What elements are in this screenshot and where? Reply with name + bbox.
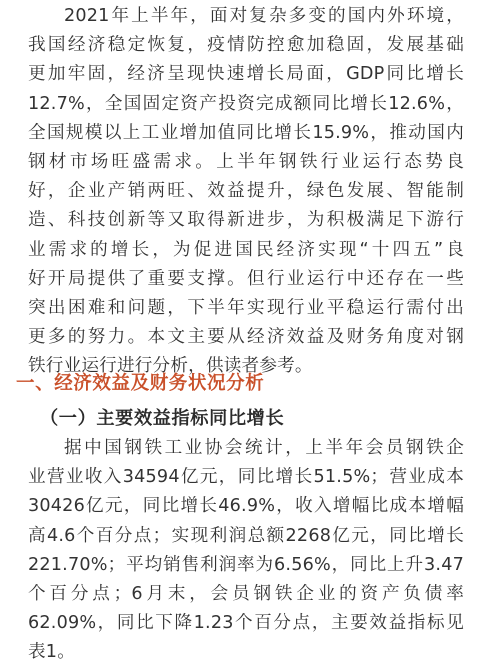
paragraph-line: 个百分点；6月末，会员钢铁企业的资产负债率 [28, 583, 464, 604]
subsection-heading: （一）主要效益指标同比增长 [40, 408, 285, 429]
statistics-paragraph [28, 434, 464, 668]
paragraph-line: 全国规模以上工业增加值同比增长15.9%，推动国内 [28, 122, 464, 143]
paragraph-line: 表1。 [28, 642, 75, 663]
paragraph-line: 62.09%，同比下降1.23个百分点，主要效益指标见 [28, 613, 464, 634]
paragraph-line: 12.7%，全国固定资产投资完成额同比增长12.6%， [28, 93, 464, 114]
paragraph-line: 钢材市场旺盛需求。上半年钢铁行业运行态势良 [28, 151, 464, 172]
paragraph-line: 造、科技创新等又取得新进步，为积极满足下游行 [28, 210, 464, 231]
paragraph-line: 高4.6个百分点；实现利润总额2268亿元，同比增长 [28, 525, 464, 546]
paragraph-line: 好开局提供了重要支撑。但行业运行中还存在一些 [28, 268, 464, 289]
paragraph-line: 业需求的增长，为促进国民经济实现“十四五”良 [28, 239, 464, 260]
paragraph-line: 好，企业产销两旺、效益提升，绿色发展、智能制 [28, 181, 464, 202]
section-heading: 一、经济效益及财务状况分析 [16, 373, 265, 394]
paragraph-line: 221.70%；平均销售利润率为6.56%，同比上升3.47 [28, 554, 464, 575]
paragraph-line: 铁行业运行进行分析，供读者参考。 [28, 356, 313, 377]
intro-paragraph [28, 2, 464, 381]
paragraph-line: 突出困难和问题，下半年实现行业平稳运行需付出 [28, 297, 464, 318]
paragraph-line: 更多的努力。本文主要从经济效益及财务角度对钢 [28, 327, 464, 348]
paragraph-line: 据中国钢铁工业协会统计，上半年会员钢铁企 [64, 438, 464, 458]
paragraph-line: 业营业收入34594亿元，同比增长51.5%；营业成本 [28, 467, 464, 488]
paragraph-line: 2021年上半年，面对复杂多变的国内外环境， [64, 6, 464, 26]
paragraph-line: 30426亿元，同比增长46.9%，收入增幅比成本增幅 [28, 496, 464, 517]
paragraph-line: 更加牢固，经济呈现快速增长局面，GDP同比增长 [28, 64, 464, 85]
paragraph-line: 我国经济稳定恢复，疫情防控愈加稳固，发展基础 [28, 35, 464, 56]
